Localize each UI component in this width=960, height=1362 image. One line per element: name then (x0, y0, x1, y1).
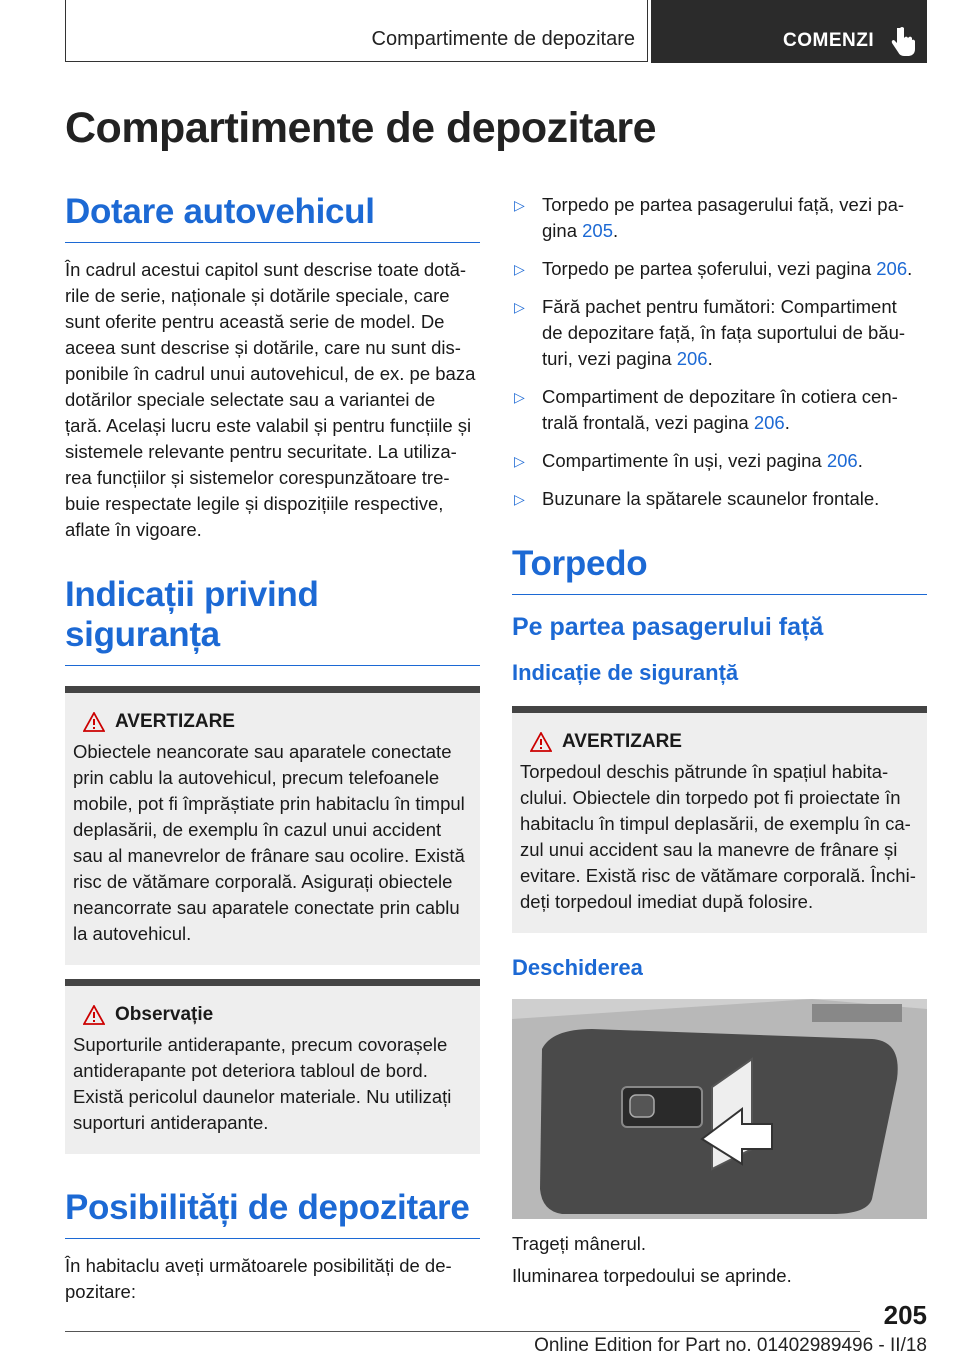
text-line: rile de serie, naționale și dotările speciale, care (65, 285, 450, 306)
list-item: ▷ Torpedo pe partea șoferului, vezi pagina 206. (512, 256, 927, 282)
warning-box (65, 686, 480, 965)
text-line: evitare. Există risc de vătămare corporală. Închi- (520, 865, 916, 886)
footer-divider (65, 1331, 860, 1332)
section-tab[interactable] (65, 0, 648, 62)
text-line: aceea sunt descrise și dotările, care nu sunt dis- (65, 337, 461, 358)
text-line: Există pericolul daunelor materiale. Nu utilizați (73, 1086, 452, 1107)
note-title-text: Observație (115, 1004, 214, 1025)
triangle-bullet-icon: ▷ (514, 389, 525, 405)
text-line: clului. Obiectele din torpedo pot fi proiectate în (520, 787, 901, 808)
section-title-siguranta: Indicații privind siguranța (65, 575, 480, 666)
text-line: prin cablu la autovehicul, precum telefoanele (73, 767, 440, 788)
warning-triangle-icon (530, 732, 552, 752)
caption-line: Trageți mânerul. (512, 1233, 647, 1254)
text-line: În habitaclu aveți următoarele posibilități de de- (65, 1255, 452, 1276)
warning-title (530, 731, 919, 753)
tab-comenzi[interactable] (651, 0, 927, 63)
note-title (83, 1004, 472, 1026)
list-item: ▷ Torpedo pe partea pasagerului față, vezi pa- gina 205. (514, 194, 905, 241)
triangle-bullet-icon: ▷ (514, 491, 525, 507)
text-line: habitaclu în timpul deplasării, de exemplu în ca- (520, 813, 911, 834)
text-line: Suporturile antiderapante, precum covorașele (73, 1034, 448, 1055)
warning-triangle-icon (83, 712, 105, 732)
text-line: suporturi antiderapante. (73, 1112, 269, 1133)
page-link[interactable]: 206 (753, 412, 785, 433)
triangle-bullet-icon: ▷ (514, 453, 525, 469)
triangle-bullet-icon: ▷ (514, 197, 525, 213)
page-link[interactable]: 205 (582, 220, 613, 241)
text-line: Torpedoul deschis pătrunde în spațiul habita- (520, 761, 889, 782)
warning-title (83, 711, 472, 733)
section-title-dotare: Dotare autovehicul (65, 192, 480, 243)
warning-triangle-icon (83, 1005, 105, 1025)
text-line: zul unui accident sau la manevre de frânare și (520, 839, 898, 860)
list-item: ▷ Compartiment de depozitare în cotiera cen- trală frontală, vezi pagina 206. (514, 386, 898, 433)
list-item: ▷ Compartimente în uși, vezi pagina 206. (512, 448, 927, 474)
subsection-title-pasager: Pe partea pasagerului față (512, 613, 824, 641)
text-line: la autovehicul. (73, 923, 192, 944)
text-line: sau al manevrelor de frânare sau ocolire. Există (73, 845, 465, 866)
text-line: ponibile în cadrul unui autovehicul, de ex. pe baza (65, 363, 476, 384)
hand-pointer-icon (891, 26, 915, 56)
section-title-torpedo: Torpedo (512, 544, 927, 595)
list-item: ▷ Fără pachet pentru fumători: Compartiment de depozitare față, în fața suportului de bău- turi, vezi pagina 206. (514, 296, 906, 369)
triangle-bullet-icon: ▷ (514, 299, 525, 315)
text-line: antiderapante pot deteriora tabloul de bord. (73, 1060, 428, 1081)
text-line: risc de vătămare corporală. Asigurați obiectele (73, 871, 453, 892)
subsection-title-deschiderea: Deschiderea (512, 955, 643, 980)
tab-comenzi-label: COMENZI (783, 30, 875, 51)
subsection-title-indicatie: Indicație de siguranță (512, 660, 739, 685)
text-line: sunt oferite pentru această serie de model. De (65, 311, 445, 332)
text-line: buie respectate legile și dispozițiile respective, (65, 493, 444, 514)
left-column (65, 192, 480, 1305)
text-line: deți torpedoul imediat după folosire. (520, 891, 814, 912)
dotare-paragraph (65, 257, 480, 543)
list-item: ▷ Buzunare la spătarele scaunelor frontale. (512, 486, 927, 512)
text-line: Obiectele neancorate sau aparatele conectate (73, 741, 452, 762)
text-line: deplasării, de exemplu în cazul unui accident (73, 819, 442, 840)
text-line: rea funcțiilor și sistemelor corespunzătoare tre- (65, 467, 450, 488)
section-title-posibilitati: Posibilități de depozitare (65, 1188, 480, 1239)
page-link[interactable]: 206 (676, 348, 708, 369)
text-line: dotărilor speciale selectate sau a variantei de (65, 389, 436, 410)
page-header (65, 0, 927, 64)
text-line: În cadrul acestui capitol sunt descrise toate dotă- (65, 259, 467, 280)
caption-line: Iluminarea torpedoului se aprinde. (512, 1265, 792, 1286)
warning-title-text: AVERTIZARE (562, 731, 682, 752)
warning-box (512, 706, 927, 933)
page-title: Compartimente de depozitare (65, 104, 656, 152)
text-line: sistemele relevante pentru securitate. La utiliza- (65, 441, 457, 462)
note-box (65, 979, 480, 1154)
page-link[interactable]: 206 (876, 258, 908, 279)
page-link[interactable]: 206 (826, 450, 858, 471)
triangle-bullet-icon: ▷ (514, 261, 525, 277)
storage-list (512, 192, 927, 512)
glovebox-photo (512, 999, 927, 1219)
edition-text: Online Edition for Part no. 01402989496 - II/18 (534, 1335, 927, 1356)
text-line: neancorrate sau aparatele conectate prin cablu (73, 897, 460, 918)
page-number: 205 (883, 1300, 927, 1330)
warning-title-text: AVERTIZARE (115, 711, 235, 732)
section-tab-label: Compartimente de depozitare (371, 28, 635, 50)
glovebox-illustration (512, 999, 927, 1219)
text-line: țară. Același lucru este valabil și pentru funcțiile și (65, 415, 472, 436)
text-line: pozitare: (65, 1281, 136, 1302)
text-line: mobile, pot fi împrăștiate prin habitaclu în timpul (73, 793, 465, 814)
right-column (512, 192, 927, 1289)
text-line: aflate în vigoare. (65, 519, 202, 540)
